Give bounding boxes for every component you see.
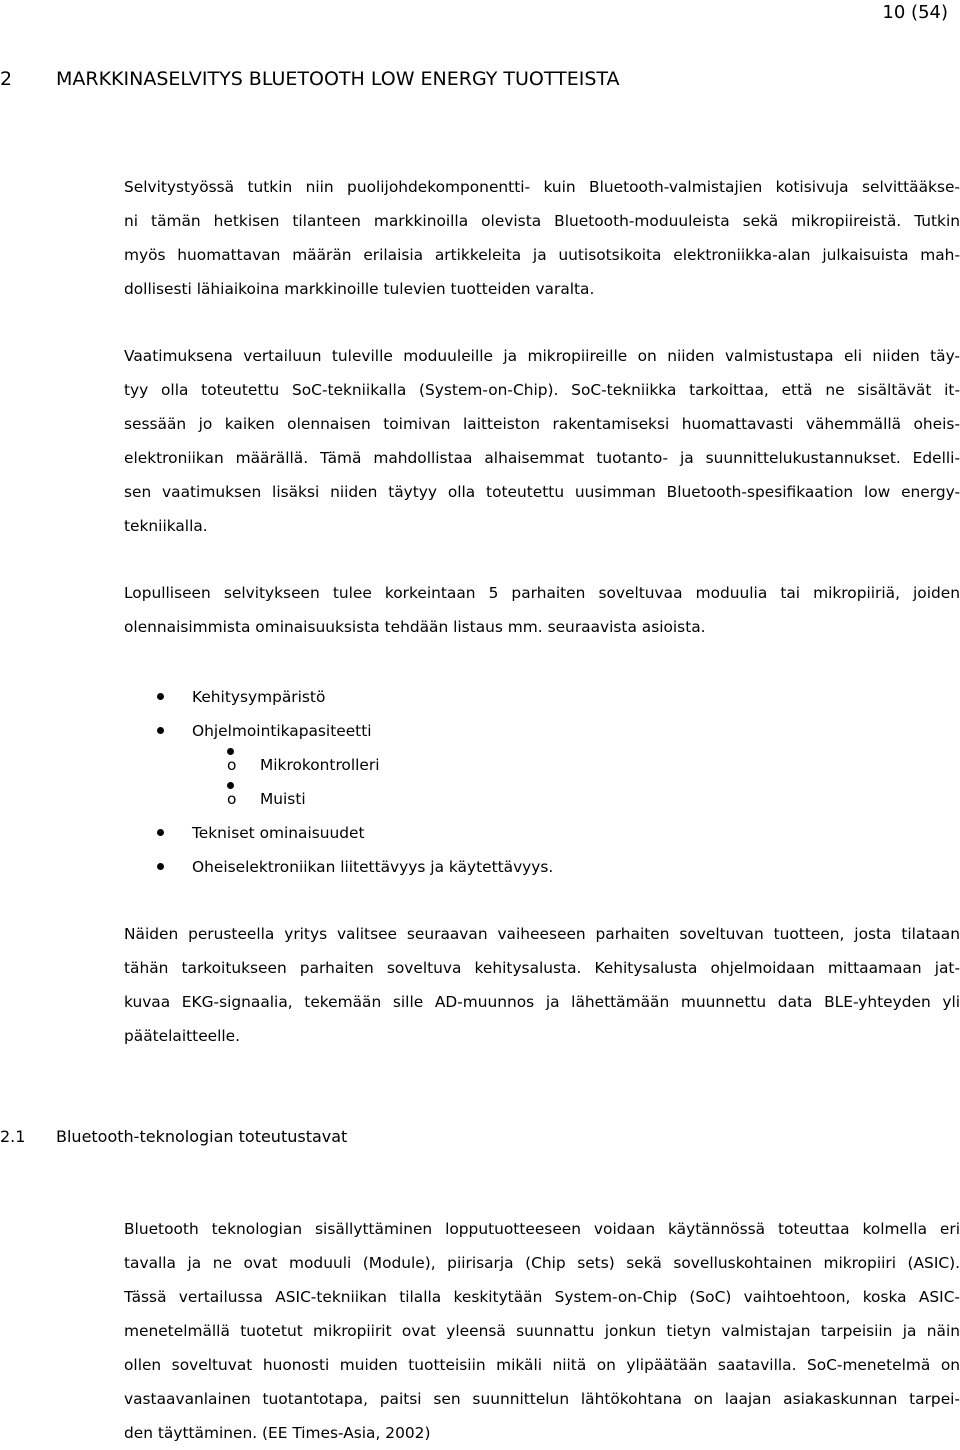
criteria-list [0,680,960,884]
list-item [0,680,960,714]
list-item [0,816,960,850]
paragraph-line: Bluetooth teknologian sisällyttäminen lopputuotteeseen voidaan käytännössä toteuttaa kolmella eri [124,1220,960,1238]
paragraph-line: sen vaatimuksen lisäksi niiden täytyy olla toteutettu uusimman Bluetooth-spesifikaation low energy- [124,483,960,501]
sub-list-item [0,748,960,782]
paragraph-bluetooth-implementation [124,1212,960,1450]
paragraph-line: Vaatimuksena vertailuun tuleville moduuleille ja mikropiireille on niiden valmistustapa eli niiden täy- [124,347,960,365]
paragraph-line: tavalla ja ne ovat moduuli (Module), piirisarja (Chip sets) sekä sovelluskohtainen mikropiiri (ASIC). [124,1254,960,1272]
chapter-number: 2 [0,68,13,90]
paragraph-line: tähän tarkoitukseen parhaiten soveltuva kehitysalusta. Kehitysalusta ohjelmoidaan mittaamaan jat- [124,959,960,977]
bullet-icon [157,863,164,870]
list-item-label: Oheiselektroniikan liitettävyys ja käytettävyys. [192,858,554,876]
paragraph-next-phase [124,917,960,1053]
paragraph-line: Lopulliseen selvitykseen tulee korkeintaan 5 parhaiten soveltuvaa moduulia tai mikropiiriä, joiden [124,584,960,602]
paragraph-line: ollen soveltuvat huonosti muiden tuotteisiin mikäli niitä on ylipäätään saatavilla. SoC-menetelmä on [124,1356,960,1374]
paragraph-line: elektroniikan määrällä. Tämä mahdollistaa alhaisemmat tuotanto- ja suunnittelukustannukset. Edelli- [124,449,960,467]
section-title: Bluetooth-teknologian toteutustavat [56,1127,348,1146]
paragraph-line: tekniikalla. [124,517,208,535]
chapter-title: MARKKINASELVITYS BLUETOOTH LOW ENERGY TUOTTEISTA [56,68,620,90]
paragraph-line: Selvitystyössä tutkin niin puolijohdekomponentti- kuin Bluetooth-valmistajien kotisivuja selvittääkse- [124,178,960,196]
paragraph-line: päätelaitteelle. [124,1027,241,1045]
bullet-icon [157,829,164,836]
bullet-icon [157,693,164,700]
paragraph-line: vastaavanlainen tuotantotapa, paitsi sen suunnittelun lähtökohtana on laajan asiakaskunnan tarpei- [124,1390,960,1408]
paragraph-line: tyy olla toteutettu SoC-tekniikalla (System-on-Chip). SoC-tekniikka tarkoittaa, että ne sisältävät it- [124,381,960,399]
sub-bullet-icon: o [227,782,234,789]
list-item [0,714,960,748]
sub-bullet-icon: o [227,748,234,755]
paragraph-line: Näiden perusteella yritys valitsee seuraavan vaiheeseen parhaiten soveltuvan tuotteen, josta tilataan [124,925,960,943]
page-number: 10 (54) [882,2,948,23]
paragraph-line: myös huomattavan määrän erilaisia artikkeleita ja uutisotsikoita elektroniikka-alan julkaisuista mah- [124,246,960,264]
section-number: 2.1 [0,1127,26,1146]
list-item-label: Muisti [260,790,306,808]
list-item-label: Kehitysympäristö [192,688,326,706]
paragraph-line: Tässä vertailussa ASIC-tekniikan tilalla keskitytään System-on-Chip (SoC) vaihtoehtoon, koska ASIC- [124,1288,960,1306]
paragraph-requirements [124,339,960,543]
list-item [0,850,960,884]
paragraph-final-report [124,576,960,644]
paragraph-line: menetelmällä tuotetut mikropiirit ovat yleensä suunnattu jonkun tietyn valmistajan tarpeisiin ja näin [124,1322,960,1340]
sub-list-item [0,782,960,816]
paragraph-line: ni tämän hetkisen tilanteen markkinoilla olevista Bluetooth-moduuleista sekä mikropiireistä. Tutkin [124,212,960,230]
paragraph-line: dollisesti lähiaikoina markkinoille tulevien tuotteiden varalta. [124,280,595,298]
list-item-label: Ohjelmointikapasiteetti [192,722,372,740]
bullet-icon [157,727,164,734]
list-item-label: Tekniset ominaisuudet [192,824,365,842]
paragraph-survey-method [124,170,960,306]
list-item-label: Mikrokontrolleri [260,756,380,774]
paragraph-line: sessään jo kaiken olennaisen toimivan laitteiston rakentamiseksi huomattavasti vähemmällä oheis- [124,415,960,433]
paragraph-line: den täyttäminen. (EE Times-Asia, 2002) [124,1424,431,1442]
paragraph-line: olennaisimmista ominaisuuksista tehdään listaus mm. seuraavista asioista. [124,618,706,636]
paragraph-line: kuvaa EKG-signaalia, tekemään sille AD-muunnos ja lähettämään muunnettu data BLE-yhteyden yli [124,993,960,1011]
